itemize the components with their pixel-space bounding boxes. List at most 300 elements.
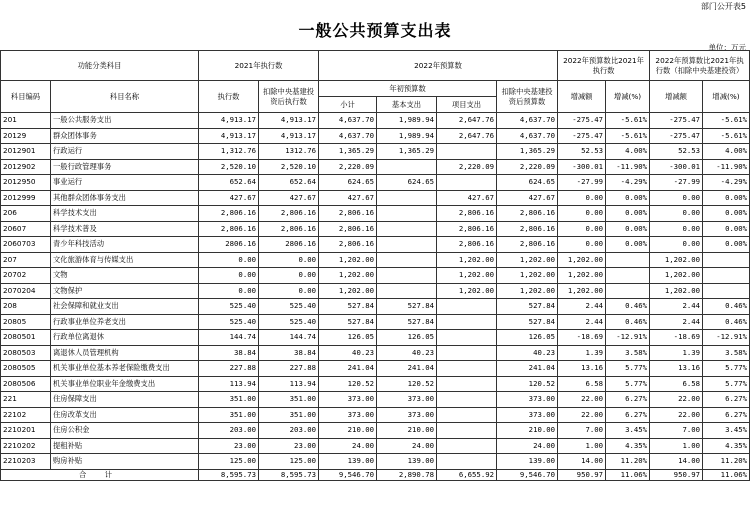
cell-change-amount-2: 14.00 [650,454,703,470]
cell-project [437,345,497,361]
cell-exec-excl: 2806.16 [259,237,319,253]
cell-subtotal: 139.00 [319,454,377,470]
cell-code: 2210201 [1,423,51,439]
total-change-pct-2: 11.06% [703,469,750,480]
table-row [1,454,750,470]
cell-name: 文物 [51,268,199,284]
header-basic: 基本支出 [377,97,437,113]
header-budget-2022: 2022年预算数 [319,51,558,81]
cell-budget-excl: 1,202.00 [497,268,558,284]
cell-change-amount-2: 22.00 [650,407,703,423]
total-change-amount-2: 950.97 [650,469,703,480]
cell-budget-excl: 2,806.16 [497,221,558,237]
cell-exec-excl: 0.00 [259,283,319,299]
cell-project [437,438,497,454]
cell-change-amount-2: 52.53 [650,144,703,160]
cell-name: 科学技术普及 [51,221,199,237]
cell-project [437,299,497,315]
cell-basic: 120.52 [377,376,437,392]
cell-project [437,423,497,439]
cell-exec-excl: 38.84 [259,345,319,361]
table-number-label: 部门公开表5 [700,2,746,11]
cell-change-pct: -4.29% [606,175,650,191]
cell-exec-excl: 525.40 [259,299,319,315]
cell-change-amount: 13.16 [558,361,606,377]
cell-change-amount: -300.01 [558,159,606,175]
cell-change-pct-2 [703,268,750,284]
cell-exec-excl: 351.00 [259,392,319,408]
cell-change-pct: -5.61% [606,128,650,144]
cell-subtotal: 210.00 [319,423,377,439]
cell-exec: 351.00 [199,407,259,423]
cell-exec-excl: 227.88 [259,361,319,377]
cell-basic: 1,989.94 [377,128,437,144]
cell-change-pct: 3.58% [606,345,650,361]
cell-project [437,392,497,408]
cell-project [437,175,497,191]
cell-subtotal: 624.65 [319,175,377,191]
table-row [1,159,750,175]
cell-budget-excl: 24.00 [497,438,558,454]
cell-change-pct-2: 0.00% [703,206,750,222]
table-row [1,268,750,284]
cell-exec: 227.88 [199,361,259,377]
total-label: 合 计 [1,469,199,480]
cell-change-amount: 1.00 [558,438,606,454]
cell-code: 2080506 [1,376,51,392]
cell-change-amount: 0.00 [558,190,606,206]
cell-change-amount: 1,202.00 [558,252,606,268]
cell-change-amount: 22.00 [558,392,606,408]
cell-subtotal: 1,202.00 [319,268,377,284]
cell-exec-excl: 427.67 [259,190,319,206]
cell-subtotal: 2,806.16 [319,206,377,222]
cell-exec-excl: 125.00 [259,454,319,470]
cell-name: 一般公共服务支出 [51,113,199,129]
table-row [1,361,750,377]
cell-change-amount: 0.00 [558,206,606,222]
cell-change-pct [606,252,650,268]
cell-budget-excl: 210.00 [497,423,558,439]
header-subtotal: 小计 [319,97,377,113]
cell-basic: 624.65 [377,175,437,191]
cell-change-pct: 0.00% [606,206,650,222]
cell-project: 2,806.16 [437,221,497,237]
cell-basic: 1,989.94 [377,113,437,129]
cell-change-amount-2: 1,202.00 [650,268,703,284]
cell-basic [377,190,437,206]
total-project: 6,655.92 [437,469,497,480]
cell-project: 2,647.76 [437,128,497,144]
cell-change-amount: 22.00 [558,407,606,423]
cell-subtotal: 1,202.00 [319,252,377,268]
cell-change-amount-2: 0.00 [650,221,703,237]
cell-exec-excl: 113.94 [259,376,319,392]
cell-exec: 203.00 [199,423,259,439]
unit-label: 单位：万元 [708,43,746,52]
cell-change-pct-2: 0.00% [703,221,750,237]
cell-exec: 2,520.10 [199,159,259,175]
cell-change-pct: -12.91% [606,330,650,346]
cell-change-pct-2 [703,283,750,299]
table-row [1,206,750,222]
cell-subtotal: 2,806.16 [319,221,377,237]
cell-change-amount: 14.00 [558,454,606,470]
table-row [1,438,750,454]
cell-exec-excl: 652.64 [259,175,319,191]
header-change-pct: 增减(%) [606,81,650,113]
cell-exec: 0.00 [199,283,259,299]
cell-change-pct: 4.00% [606,144,650,160]
cell-change-amount: 1,202.00 [558,283,606,299]
cell-code: 221 [1,392,51,408]
cell-exec-excl: 2,806.16 [259,221,319,237]
cell-basic: 373.00 [377,392,437,408]
cell-project: 2,806.16 [437,237,497,253]
cell-name: 住房保障支出 [51,392,199,408]
cell-basic [377,221,437,237]
cell-exec-excl: 2,806.16 [259,206,319,222]
header-code: 科目编码 [1,81,51,113]
cell-budget-excl: 241.04 [497,361,558,377]
table-header [1,51,750,113]
cell-budget-excl: 1,202.00 [497,283,558,299]
cell-change-amount: 1,202.00 [558,268,606,284]
header-change-amount-2: 增减额 [650,81,703,113]
cell-project [437,314,497,330]
cell-exec: 2,806.16 [199,221,259,237]
cell-basic: 40.23 [377,345,437,361]
cell-basic: 210.00 [377,423,437,439]
header-change-amount: 增减额 [558,81,606,113]
cell-change-pct-2: -5.61% [703,113,750,129]
cell-subtotal: 120.52 [319,376,377,392]
table-row [1,407,750,423]
cell-name: 机关事业单位职业年金缴费支出 [51,376,199,392]
cell-code: 2060703 [1,237,51,253]
header-change-pct-2: 增减(%) [703,81,750,113]
cell-basic: 126.05 [377,330,437,346]
cell-basic: 139.00 [377,454,437,470]
cell-change-pct-2: -4.29% [703,175,750,191]
cell-exec-excl: 0.00 [259,268,319,284]
cell-subtotal: 373.00 [319,392,377,408]
cell-exec-excl: 0.00 [259,252,319,268]
cell-code: 2012901 [1,144,51,160]
cell-code: 20129 [1,128,51,144]
cell-budget-excl: 126.05 [497,330,558,346]
cell-project [437,376,497,392]
cell-change-pct-2: 3.45% [703,423,750,439]
total-exec: 8,595.73 [199,469,259,480]
cell-exec-excl: 203.00 [259,423,319,439]
cell-basic [377,252,437,268]
cell-change-pct: 0.00% [606,221,650,237]
cell-change-pct [606,268,650,284]
cell-change-pct: 11.20% [606,454,650,470]
cell-exec: 125.00 [199,454,259,470]
cell-exec-excl: 23.00 [259,438,319,454]
cell-change-pct-2: 5.77% [703,376,750,392]
cell-budget-excl: 120.52 [497,376,558,392]
table-row [1,376,750,392]
cell-change-amount-2: 0.00 [650,190,703,206]
cell-name: 购房补贴 [51,454,199,470]
table-row [1,392,750,408]
cell-project: 2,806.16 [437,206,497,222]
cell-change-amount-2: 7.00 [650,423,703,439]
cell-code: 2070204 [1,283,51,299]
cell-name: 事业运行 [51,175,199,191]
cell-exec: 427.67 [199,190,259,206]
cell-change-pct-2: 0.00% [703,237,750,253]
cell-exec: 144.74 [199,330,259,346]
cell-code: 20607 [1,221,51,237]
table-row [1,314,750,330]
cell-name: 住房改革支出 [51,407,199,423]
total-change-amount: 950.97 [558,469,606,480]
cell-exec: 0.00 [199,252,259,268]
cell-change-amount-2: 1.39 [650,345,703,361]
cell-exec: 652.64 [199,175,259,191]
cell-budget-excl: 40.23 [497,345,558,361]
table-row [1,299,750,315]
cell-budget-excl: 624.65 [497,175,558,191]
total-basic: 2,890.78 [377,469,437,480]
cell-change-pct: 5.77% [606,376,650,392]
cell-change-amount-2: 0.00 [650,237,703,253]
cell-change-amount: 52.53 [558,144,606,160]
cell-exec: 23.00 [199,438,259,454]
cell-name: 住房公积金 [51,423,199,439]
cell-code: 20702 [1,268,51,284]
cell-change-pct [606,283,650,299]
cell-name: 行政事业单位养老支出 [51,314,199,330]
cell-change-amount-2: 0.00 [650,206,703,222]
cell-project: 1,202.00 [437,268,497,284]
header-exec-2021: 2021年执行数 [199,51,319,81]
cell-change-pct-2: 0.00% [703,190,750,206]
cell-change-pct: -5.61% [606,113,650,129]
cell-name: 离退休人员管理机构 [51,345,199,361]
page-title: 一般公共预算支出表 [298,21,452,40]
table-body [1,113,750,470]
cell-subtotal: 1,365.29 [319,144,377,160]
cell-project: 427.67 [437,190,497,206]
cell-basic: 1,365.29 [377,144,437,160]
cell-code: 208 [1,299,51,315]
cell-project [437,330,497,346]
table-row [1,252,750,268]
total-change-pct: 11.06% [606,469,650,480]
cell-subtotal: 1,202.00 [319,283,377,299]
cell-change-pct-2: 11.20% [703,454,750,470]
cell-budget-excl: 427.67 [497,190,558,206]
cell-budget-excl: 4,637.70 [497,113,558,129]
cell-name: 科学技术支出 [51,206,199,222]
table-row [1,190,750,206]
cell-change-pct-2 [703,252,750,268]
cell-basic: 24.00 [377,438,437,454]
cell-subtotal: 40.23 [319,345,377,361]
cell-budget-excl: 4,637.70 [497,128,558,144]
cell-exec: 0.00 [199,268,259,284]
cell-exec: 113.94 [199,376,259,392]
cell-change-pct-2: 6.27% [703,407,750,423]
cell-name: 一般行政管理事务 [51,159,199,175]
cell-change-amount: 0.00 [558,221,606,237]
cell-code: 2012950 [1,175,51,191]
cell-change-pct: 6.27% [606,392,650,408]
cell-exec: 351.00 [199,392,259,408]
cell-change-pct: 3.45% [606,423,650,439]
cell-change-pct-2: -5.61% [703,128,750,144]
cell-change-amount-2: 1,202.00 [650,283,703,299]
table-row [1,221,750,237]
cell-name: 群众团体事务 [51,128,199,144]
cell-change-pct: 4.35% [606,438,650,454]
cell-change-pct: -11.90% [606,159,650,175]
cell-change-amount-2: 2.44 [650,314,703,330]
cell-change-pct-2: -12.91% [703,330,750,346]
cell-budget-excl: 2,806.16 [497,206,558,222]
cell-change-pct-2: 4.35% [703,438,750,454]
total-budget-excl: 9,546.70 [497,469,558,480]
cell-change-amount-2: 22.00 [650,392,703,408]
cell-change-amount: 1.39 [558,345,606,361]
cell-change-amount-2: 6.58 [650,376,703,392]
cell-change-amount: 0.00 [558,237,606,253]
cell-name: 其他群众团体事务支出 [51,190,199,206]
cell-subtotal: 527.84 [319,299,377,315]
cell-change-pct-2: 6.27% [703,392,750,408]
header-compare-exec: 2022年预算数比2021年执行数 [558,51,650,81]
cell-budget-excl: 1,202.00 [497,252,558,268]
cell-exec: 38.84 [199,345,259,361]
cell-basic [377,159,437,175]
cell-change-amount: -27.99 [558,175,606,191]
cell-name: 青少年科技活动 [51,237,199,253]
cell-name: 行政单位离退休 [51,330,199,346]
header-budget-excl: 扣除中央基建投资后预算数 [497,81,558,113]
cell-change-amount-2: 13.16 [650,361,703,377]
cell-subtotal: 126.05 [319,330,377,346]
cell-change-amount-2: 2.44 [650,299,703,315]
cell-project [437,361,497,377]
cell-subtotal: 24.00 [319,438,377,454]
cell-subtotal: 241.04 [319,361,377,377]
cell-code: 2080505 [1,361,51,377]
cell-exec-excl: 1312.76 [259,144,319,160]
cell-change-amount: 6.58 [558,376,606,392]
total-subtotal: 9,546.70 [319,469,377,480]
cell-change-pct: 0.00% [606,190,650,206]
table-row [1,237,750,253]
cell-exec-excl: 144.74 [259,330,319,346]
cell-change-pct: 0.46% [606,299,650,315]
cell-change-pct-2: 4.00% [703,144,750,160]
cell-exec: 525.40 [199,299,259,315]
cell-change-amount: -275.47 [558,113,606,129]
cell-subtotal: 2,806.16 [319,237,377,253]
cell-code: 2080501 [1,330,51,346]
cell-exec: 4,913.17 [199,113,259,129]
cell-code: 2012902 [1,159,51,175]
header-name: 科目名称 [51,81,199,113]
cell-exec: 2806.16 [199,237,259,253]
cell-code: 206 [1,206,51,222]
cell-code: 2210203 [1,454,51,470]
budget-table [0,50,750,481]
header-func-category: 功能分类科目 [1,51,199,81]
cell-basic: 527.84 [377,299,437,315]
table-row [1,144,750,160]
cell-code: 2210202 [1,438,51,454]
cell-change-amount-2: -275.47 [650,128,703,144]
cell-name: 社会保障和就业支出 [51,299,199,315]
cell-code: 2012999 [1,190,51,206]
cell-change-amount: -275.47 [558,128,606,144]
cell-subtotal: 4,637.70 [319,113,377,129]
cell-basic [377,206,437,222]
cell-change-amount-2: -27.99 [650,175,703,191]
cell-change-amount: -18.69 [558,330,606,346]
cell-project: 1,202.00 [437,252,497,268]
cell-change-pct-2: -11.90% [703,159,750,175]
cell-code: 22102 [1,407,51,423]
cell-change-pct: 5.77% [606,361,650,377]
cell-subtotal: 373.00 [319,407,377,423]
cell-change-pct-2: 0.46% [703,314,750,330]
cell-project: 2,220.09 [437,159,497,175]
cell-change-amount-2: -300.01 [650,159,703,175]
cell-budget-excl: 373.00 [497,407,558,423]
cell-project [437,144,497,160]
table-row [1,345,750,361]
cell-budget-excl: 373.00 [497,392,558,408]
cell-basic: 241.04 [377,361,437,377]
cell-code: 207 [1,252,51,268]
total-exec-excl: 8,595.73 [259,469,319,480]
cell-budget-excl: 2,220.09 [497,159,558,175]
cell-change-amount-2: 1.00 [650,438,703,454]
cell-subtotal: 527.84 [319,314,377,330]
cell-exec: 1,312.76 [199,144,259,160]
cell-change-amount-2: -275.47 [650,113,703,129]
cell-basic: 527.84 [377,314,437,330]
cell-subtotal: 2,220.09 [319,159,377,175]
cell-basic [377,283,437,299]
cell-budget-excl: 527.84 [497,299,558,315]
cell-name: 提租补贴 [51,438,199,454]
table-row [1,175,750,191]
header-exec-amount: 执行数 [199,81,259,113]
cell-exec: 525.40 [199,314,259,330]
table-row [1,330,750,346]
cell-exec-excl: 4,913.17 [259,128,319,144]
table-row [1,113,750,129]
header-exec-excl: 扣除中央基建投资后执行数 [259,81,319,113]
total-row [1,469,750,480]
cell-change-pct-2: 0.46% [703,299,750,315]
cell-project: 1,202.00 [437,283,497,299]
cell-change-amount-2: -18.69 [650,330,703,346]
cell-change-pct: 0.00% [606,237,650,253]
cell-code: 201 [1,113,51,129]
cell-change-pct-2: 3.58% [703,345,750,361]
cell-basic: 373.00 [377,407,437,423]
cell-exec: 2,806.16 [199,206,259,222]
